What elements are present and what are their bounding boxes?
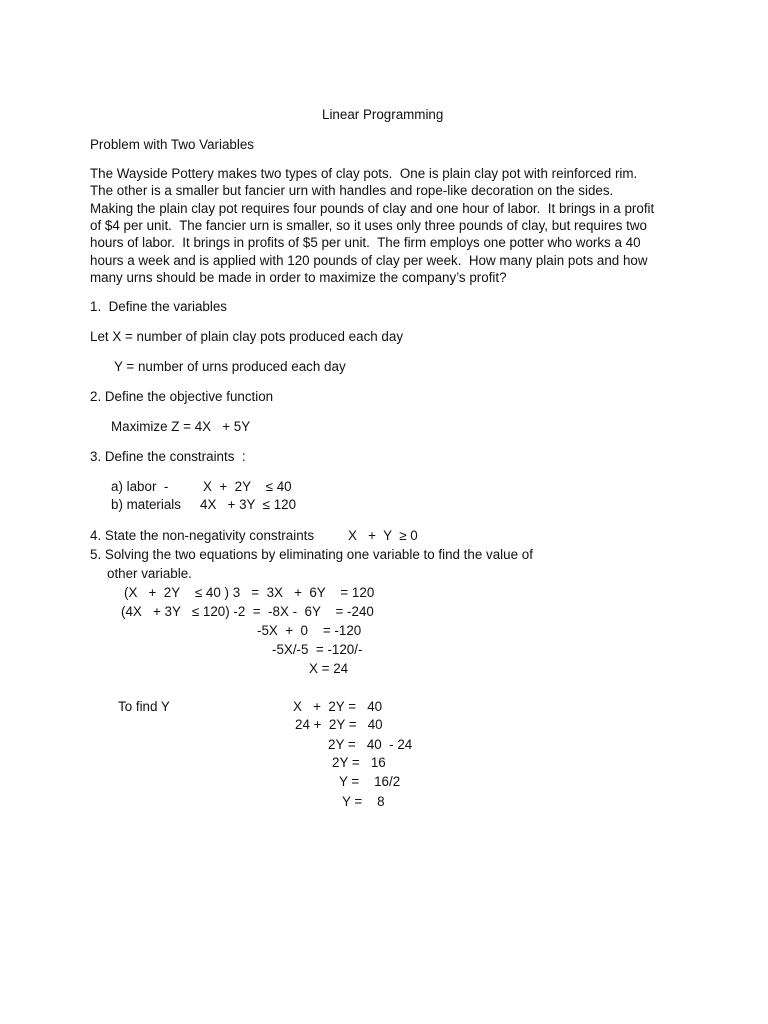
step2-heading: 2. Define the objective function — [90, 389, 274, 404]
document-title: Linear Programming — [322, 107, 444, 122]
materials-constraint-expression: 4X + 3Y ≤ 120 — [200, 497, 297, 512]
labor-constraint-expression: X + 2Y ≤ 40 — [203, 479, 292, 494]
step1-heading: 1. Define the variables — [90, 299, 227, 314]
problem-line: Making the plain clay pot requires four pounds of clay and one hour of labor. It brings in a profit — [90, 201, 655, 216]
labor-constraint-label: a) labor - — [111, 479, 169, 494]
step4-heading: 4. State the non-negativity constraints — [90, 528, 315, 543]
work-line: (X + 2Y ≤ 40 ) 3 = 3X + 6Y = 120 — [124, 585, 375, 600]
work-line: (4X + 3Y ≤ 120) -2 = -8X - 6Y = -240 — [121, 604, 374, 619]
step5-heading: 5. Solving the two equations by eliminating one variable to find the value of — [90, 547, 533, 562]
work-line: -5X + 0 = -120 — [257, 623, 362, 638]
problem-line: The Wayside Pottery makes two types of clay pots. One is plain clay pot with reinforced rim. — [90, 166, 638, 181]
find-y-line: 24 + 2Y = 40 — [295, 717, 383, 732]
problem-line: many urns should be made in order to maximize the company’s profit? — [90, 270, 507, 285]
find-y-line: 2Y = 16 — [332, 755, 386, 770]
objective-function: Maximize Z = 4X + 5Y — [111, 419, 251, 434]
problem-line: The other is a smaller but fancier urn with handles and rope-like decoration on the sides. — [90, 183, 614, 198]
step3-heading: 3. Define the constraints : — [90, 449, 246, 464]
problem-line: of $4 per unit. The fancier urn is smaller, so it uses only three pounds of clay, but requires two — [90, 218, 647, 233]
find-y-line: Y = 8 — [342, 794, 385, 809]
materials-constraint-label: b) materials — [111, 497, 181, 512]
find-y-line: X + 2Y = 40 — [293, 699, 383, 714]
problem-line: hours a week and is applied with 120 pounds of clay per week. How many plain pots and how — [90, 253, 648, 268]
variable-y-definition: Y = number of urns produced each day — [114, 359, 346, 374]
find-y-line: 2Y = 40 - 24 — [328, 737, 413, 752]
work-line: X = 24 — [309, 661, 349, 676]
variable-x-definition: Let X = number of plain clay pots produced each day — [90, 329, 404, 344]
find-y-label: To find Y — [118, 699, 170, 714]
find-y-line: Y = 16/2 — [339, 774, 401, 789]
work-line: -5X/-5 = -120/- — [272, 642, 363, 657]
step5-heading-continued: other variable. — [107, 566, 192, 581]
problem-line: hours of labor. It brings in profits of $5 per unit. The firm employs one potter who works a 40 — [90, 235, 641, 250]
problem-subtitle: Problem with Two Variables — [90, 137, 254, 152]
non-negativity-expression: X + Y ≥ 0 — [348, 528, 418, 543]
